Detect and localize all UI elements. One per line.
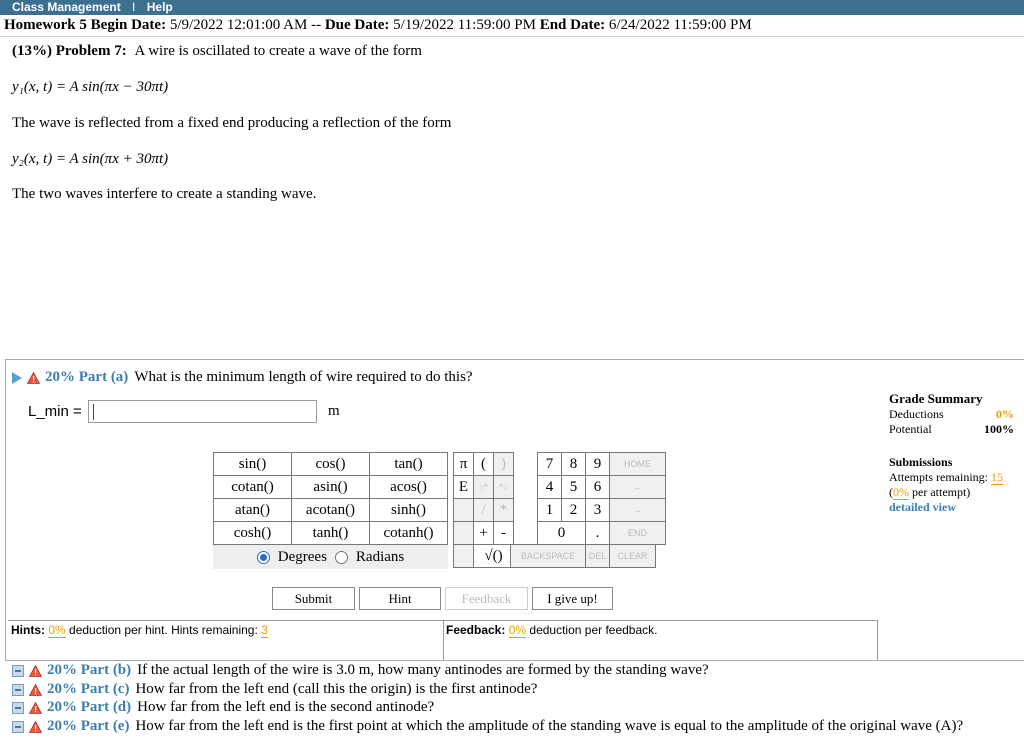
backspace-key[interactable]: BACKSPACE: [511, 545, 586, 568]
due-date-label: Due Date:: [324, 17, 390, 33]
deductions-label: Deductions: [889, 407, 944, 421]
digit-3-key[interactable]: 3: [586, 499, 610, 522]
nav-separator: I: [132, 0, 136, 14]
superscript-up-key[interactable]: ↑^: [474, 476, 494, 499]
unit-label: m: [328, 403, 340, 419]
pi-key[interactable]: π: [454, 453, 474, 476]
acotan-key[interactable]: acotan(): [292, 499, 370, 522]
problem-title: [12, 43, 422, 60]
begin-date-label: Begin Date:: [90, 17, 167, 33]
degrees-radio[interactable]: [257, 551, 270, 564]
header-divider: [0, 36, 1024, 37]
class-management-link[interactable]: Class Management: [12, 0, 121, 14]
per-attempt-row: [889, 485, 1019, 500]
plus-key[interactable]: +: [474, 522, 494, 545]
part-c-percent: 20% Part (c): [47, 681, 130, 697]
sinh-key[interactable]: sinh(): [370, 499, 448, 522]
cotanh-key[interactable]: cotanh(): [370, 522, 448, 545]
collapse-icon[interactable]: [12, 684, 24, 696]
hints-info: [11, 623, 268, 637]
left-arrow-key[interactable]: ←: [610, 476, 666, 499]
blank-key: [454, 499, 474, 522]
cosh-key[interactable]: cosh(): [214, 522, 292, 545]
digit-9-key[interactable]: 9: [586, 453, 610, 476]
e-key[interactable]: E: [454, 476, 474, 499]
digit-0-key[interactable]: 0: [538, 522, 586, 545]
top-nav-bar: [0, 0, 1024, 15]
deductions-value: 0%: [996, 407, 1014, 421]
potential-value: 100%: [984, 422, 1014, 436]
blank-key-2: [454, 522, 474, 545]
detailed-view-link[interactable]: detailed view: [889, 500, 956, 514]
attempts-row: [889, 470, 1019, 485]
sin-key[interactable]: sin(): [214, 453, 292, 476]
digit-6-key[interactable]: 6: [586, 476, 610, 499]
part-b-question: If the actual length of the wire is 3.0 m, how many antinodes are formed by the standing wave?: [137, 662, 709, 678]
end-date-label: End Date:: [539, 17, 606, 33]
help-link[interactable]: Help: [146, 0, 173, 14]
per-attempt-text: per attempt): [912, 485, 971, 499]
warning-icon: [29, 721, 42, 733]
feedback-button[interactable]: Feedback: [445, 587, 528, 610]
grade-summary: [889, 391, 1014, 437]
rparen-key[interactable]: ): [494, 453, 514, 476]
minus-key[interactable]: -: [494, 522, 514, 545]
grade-summary-title: Grade Summary: [889, 391, 983, 406]
multiply-key[interactable]: *: [494, 499, 514, 522]
home-key[interactable]: HOME: [610, 453, 666, 476]
decimal-key[interactable]: .: [586, 522, 610, 545]
superscript-down-key[interactable]: ^↓: [494, 476, 514, 499]
asin-key[interactable]: asin(): [292, 476, 370, 499]
digit-keypad: [537, 452, 666, 545]
deductions-row: [889, 407, 1014, 422]
open-paren: (: [889, 485, 893, 499]
hint-deduction: 0%: [48, 623, 66, 637]
dash: --: [311, 17, 322, 33]
del-key[interactable]: DEL: [586, 545, 610, 568]
warning-icon: [29, 684, 42, 696]
end-key[interactable]: END: [610, 522, 666, 545]
part-c-row[interactable]: [12, 681, 537, 698]
symbol-keypad: [453, 452, 514, 568]
submissions-title: Submissions: [889, 455, 953, 469]
part-a-header[interactable]: [12, 369, 473, 386]
radians-label: Radians: [355, 548, 405, 565]
problem-label: Problem 7:: [55, 43, 127, 59]
clear-key[interactable]: CLEAR: [610, 545, 656, 568]
per-attempt-pct: 0%: [893, 485, 909, 499]
part-e-row[interactable]: [12, 718, 963, 735]
acos-key[interactable]: acos(): [370, 476, 448, 499]
part-d-percent: 20% Part (d): [47, 699, 132, 715]
digit-7-key[interactable]: 7: [538, 453, 562, 476]
homework-title: Homework 5: [4, 17, 87, 33]
hints-text: deduction per hint. Hints remaining:: [69, 623, 258, 637]
problem-weight: (13%): [12, 43, 52, 59]
homework-dates: [4, 17, 752, 34]
part-e-percent: 20% Part (e): [47, 718, 130, 734]
feedback-deduction: 0%: [508, 623, 527, 637]
lparen-key[interactable]: (: [474, 453, 494, 476]
part-c-question: How far from the left end (call this the origin) is the first antinode?: [135, 681, 538, 697]
sqrt-key[interactable]: √(): [474, 545, 514, 568]
hint-button[interactable]: Hint: [359, 587, 441, 610]
tanh-key[interactable]: tanh(): [292, 522, 370, 545]
attempts-value: 15: [990, 470, 1003, 484]
part-b-row[interactable]: [12, 662, 709, 679]
feedback-info: [446, 623, 657, 637]
divide-key[interactable]: /: [474, 499, 494, 522]
begin-date: 5/9/2022 12:01:00 AM: [169, 17, 308, 33]
feedback-text: deduction per feedback.: [529, 623, 658, 637]
right-arrow-key[interactable]: →: [610, 499, 666, 522]
submit-button[interactable]: Submit: [272, 587, 355, 610]
digit-4-key[interactable]: 4: [538, 476, 562, 499]
give-up-button[interactable]: I give up!: [532, 587, 613, 610]
wave-equation-2: y₂(x, t) = A sin(πx + 30πt): [12, 151, 169, 167]
reflection-text: The wave is reflected from a fixed end producing a reflection of the form: [12, 115, 452, 131]
collapse-icon[interactable]: [12, 702, 24, 714]
atan-key[interactable]: atan(): [214, 499, 292, 522]
expand-triangle-icon[interactable]: [12, 372, 22, 384]
function-keypad: [213, 452, 448, 545]
warning-icon: [29, 665, 42, 677]
hints-remaining: 3: [261, 623, 268, 637]
attempts-label: Attempts remaining:: [889, 470, 988, 484]
collapse-icon[interactable]: [12, 721, 24, 733]
blank-key-3: [454, 545, 474, 568]
digit-8-key[interactable]: 8: [562, 453, 586, 476]
degrees-label: Degrees: [277, 548, 327, 565]
wave-equation-1: y₁(x, t) = A sin(πx − 30πt): [12, 79, 169, 95]
cotan-key[interactable]: cotan(): [214, 476, 292, 499]
warning-icon: [27, 372, 40, 384]
part-a-question: What is the minimum length of wire required to do this?: [134, 369, 473, 385]
problem-statement: A wire is oscillated to create a wave of the form: [134, 43, 422, 59]
digit-5-key[interactable]: 5: [562, 476, 586, 499]
tan-key[interactable]: tan(): [370, 453, 448, 476]
collapse-icon[interactable]: [12, 665, 24, 677]
part-e-question: How far from the left end is the first point at which the amplitude of the standing wave is equal to the amplitude of the original wave (A)?: [135, 718, 964, 734]
part-a-percent: 20% Part (a): [45, 369, 129, 385]
lmin-input[interactable]: [88, 400, 317, 423]
text-caret: [93, 404, 94, 420]
submissions-panel: [889, 455, 1019, 515]
digit-1-key[interactable]: 1: [538, 499, 562, 522]
cos-key[interactable]: cos(): [292, 453, 370, 476]
feedback-label: Feedback:: [446, 623, 506, 637]
part-d-question: How far from the left end is the second antinode?: [137, 699, 435, 715]
standing-wave-text: The two waves interfere to create a standing wave.: [12, 186, 317, 202]
end-date: 6/24/2022 11:59:00 PM: [608, 17, 752, 33]
digit-2-key[interactable]: 2: [562, 499, 586, 522]
potential-row: [889, 422, 1014, 437]
warning-icon: [29, 702, 42, 714]
edit-keypad: [510, 544, 656, 568]
part-d-row[interactable]: [12, 699, 434, 716]
part-b-percent: 20% Part (b): [47, 662, 132, 678]
angle-mode-row: [213, 545, 448, 569]
lmin-label: L_min =: [28, 403, 82, 420]
potential-label: Potential: [889, 422, 932, 436]
due-date: 5/19/2022 11:59:00 PM: [393, 17, 536, 33]
hints-label: Hints:: [11, 623, 45, 637]
radians-radio[interactable]: [335, 551, 348, 564]
